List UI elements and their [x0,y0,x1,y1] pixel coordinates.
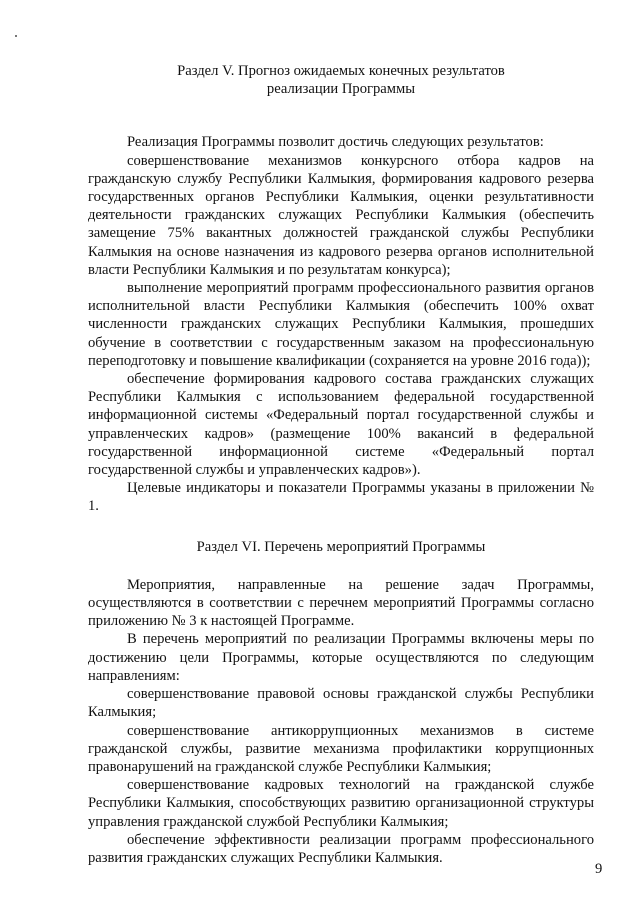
page-number: 9 [595,861,603,877]
section-6-heading [88,538,594,556]
section-6-paragraph-professional-development: обеспечение эффективности реализации программ профессионального развития гражданских служащих Республики Калмыкия. [88,831,594,866]
section-6-paragraph-directions: В перечень мероприятий по реализации Программы включены меры по достижению цели Программы, которые осуществляются по следующим направлениям: [88,631,594,684]
section-6-paragraph-anticorruption: совершенствование антикоррупционных механизмов в системе гражданской службы, развитие механизма профилактики коррупционных правонарушений на гражданской службе Республики Калмыкия; [88,722,594,775]
section-6-heading-text: Раздел VI. Перечень мероприятий Программы [196,538,486,555]
scan-speck [15,35,17,37]
section-5-heading-line-1: Раздел V. Прогноз ожидаемых конечных результатов [177,63,505,79]
document-page [88,62,594,867]
section-5-paragraph-training: выполнение мероприятий программ профессионального развития органов исполнительной власти Республики Калмыкия (обеспечить 100% охват численности гражданских служащих Республики Калмыкия, прошедших обучение в соответствии с государственным заказом на профессиональную переподготовку и повышение квалификации (сохраняется на уровне 2016 года)); [88,280,594,369]
section-6-paragraph-hr-technologies: совершенствование кадровых технологий на гражданской службе Республики Калмыкия, способствующих развитию организационной структуры управления гражданской службой Республики Калмыкия; [88,777,594,830]
section-5-heading [88,62,594,98]
section-5-paragraph-indicators: Целевые индикаторы и показатели Программы указаны в приложении № 1. [88,480,594,515]
section-5-paragraph-recruitment: совершенствование механизмов конкурсного отбора кадров на гражданскую службу Республики Калмыкия, формирования кадрового резерва государственных органов Республики Калмыкия, оценки результативности деятельности гражданских служащих Республики Калмыкия (обеспечить замещение 75% вакантных должностей гражданской службы Республики Калмыкия на основе назначения из кадрового резерва органов исполнительной власти Республики Калмыкия и по результатам конкурса); [88,152,594,278]
section-6-paragraph-measures: Мероприятия, направленные на решение задач Программы, осуществляются в соответствии с перечнем мероприятий Программы согласно приложению № 3 к настоящей Программе. [88,576,594,630]
section-5-intro-paragraph: Реализация Программы позволит достичь следующих результатов: [127,134,544,151]
section-5-heading-line-2: реализации Программы [266,81,416,98]
section-5-paragraph-staffing-portal: обеспечение формирования кадрового состава гражданских служащих Республики Калмыкия с использованием федеральной государственной информационной системы «Федеральный портал государственной службы и управленческих кадров» (размещение 100% вакансий в федеральной государственной информационной системе «Федеральный портал государственной службы и управленческих кадров»). [88,371,594,479]
section-6-paragraph-legal-basis: совершенствование правовой основы гражданской службы Республики Калмыкия; [88,686,594,721]
